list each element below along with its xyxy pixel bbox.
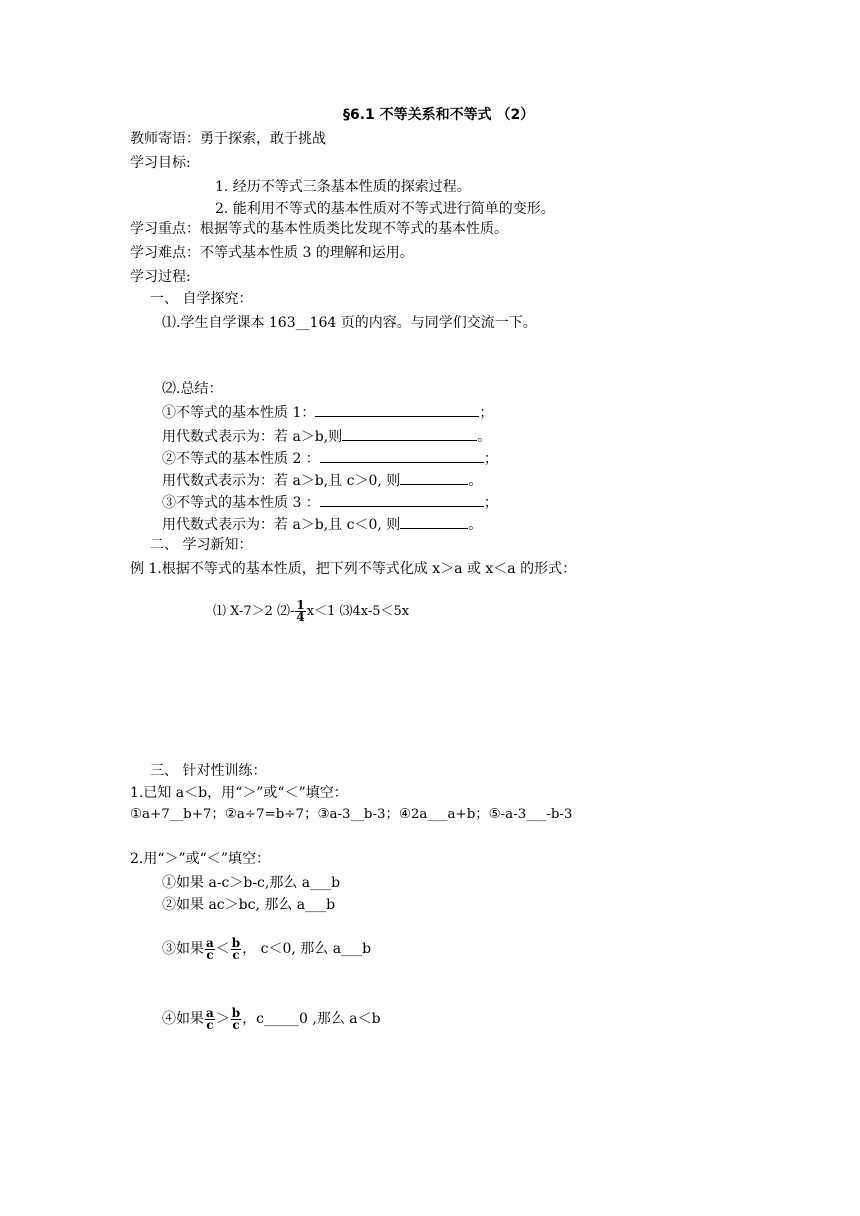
section2-heading: 二、 学习新知： bbox=[150, 537, 253, 553]
page-title: §6.1 不等关系和不等式 （2） bbox=[343, 107, 535, 123]
section3-heading: 三、 针对性训练： bbox=[150, 763, 267, 779]
property-2-algebra-blank[interactable] bbox=[400, 470, 468, 485]
property-3: ③不等式的基本性质 3 ： ； bbox=[162, 492, 498, 512]
a-over-c-fraction: $\frac{a}{c}$ bbox=[206, 935, 214, 962]
property-3-algebra-blank[interactable] bbox=[400, 514, 468, 529]
question-2-a: ①如果 a-c＞b-c,那么 a___b bbox=[162, 875, 341, 891]
difficulty: 学习难点：不等式基本性质 3 的理解和运用。 bbox=[130, 245, 414, 261]
property-2: ②不等式的基本性质 2 ： ； bbox=[162, 448, 498, 468]
question-2: 2.用“＞”或“＜”填空： bbox=[130, 851, 270, 867]
property-2-blank[interactable] bbox=[320, 448, 484, 463]
property-3-label: ③不等式的基本性质 3 ： bbox=[162, 495, 320, 511]
property-1-algebra: 用代数式表示为：若 a＞b,则 。 bbox=[162, 426, 491, 446]
property-3-algebra-label: 用代数式表示为：若 a＞b,且 c＜0, 则 bbox=[162, 517, 401, 533]
example-1: 例 1.根据不等式的基本性质，把下列不等式化成 x＞a 或 x＜a 的形式： bbox=[130, 561, 577, 577]
property-1-blank[interactable] bbox=[315, 402, 479, 417]
goal-item-2: 2. 能利用不等式的基本性质对不等式进行简单的变形。 bbox=[215, 201, 555, 217]
example-exercises: ⑴ X-7＞2 ⑵- $\frac{1}{4}$ x＜1 ⑶4x-5＜5x bbox=[213, 598, 410, 624]
goal-item-1: 1. 经历不等式三条基本性质的探索过程。 bbox=[215, 179, 471, 195]
summary-label: ⑵.总结： bbox=[162, 381, 223, 397]
property-1-algebra-label: 用代数式表示为：若 a＞b,则 bbox=[162, 429, 343, 445]
goals-heading: 学习目标: bbox=[130, 155, 191, 171]
self-study-item: ⑴.学生自学课本 163__164 页的内容。与同学们交流一下。 bbox=[162, 315, 537, 331]
property-1-algebra-blank[interactable] bbox=[342, 426, 477, 441]
question-2-c: ③如果 $\frac{a}{c}$ ＜ $\frac{b}{c}$ ， c＜0, 那么 a___b bbox=[162, 935, 372, 962]
b-over-c-fraction: $\frac{b}{c}$ bbox=[231, 1005, 241, 1032]
key-point: 学习重点：根据等式的基本性质类比发现不等式的基本性质。 bbox=[130, 221, 508, 237]
property-1: ①不等式的基本性质 1： ； bbox=[162, 402, 493, 422]
question-2-b: ②如果 ac＞bc, 那么 a___b bbox=[162, 897, 336, 913]
one-quarter-fraction: $\frac{1}{4}$ bbox=[296, 598, 305, 624]
property-2-label: ②不等式的基本性质 2 ： bbox=[162, 451, 320, 467]
property-2-algebra-label: 用代数式表示为：若 a＞b,且 c＞0, 则 bbox=[162, 473, 401, 489]
a-over-c-fraction: $\frac{a}{c}$ bbox=[206, 1005, 214, 1032]
question-1: 1.已知 a＜b，用“＞”或“＜”填空： bbox=[130, 785, 348, 801]
b-over-c-fraction: $\frac{b}{c}$ bbox=[231, 935, 241, 962]
section1-heading: 一、 自学探究： bbox=[150, 291, 253, 307]
property-3-algebra: 用代数式表示为：若 a＞b,且 c＜0, 则 。 bbox=[162, 514, 482, 534]
process-heading: 学习过程: bbox=[130, 269, 191, 285]
teacher-motto: 教师寄语：勇于探索，敢于挑战 bbox=[130, 131, 326, 147]
question-1-items: ①a+7__b+7；②a÷7=b÷7；③a-3__b-3；④2a___a+b；⑤-a-3___-b-3 bbox=[130, 807, 573, 822]
property-2-algebra: 用代数式表示为：若 a＞b,且 c＞0, 则 。 bbox=[162, 470, 482, 490]
question-2-d: ④如果 $\frac{a}{c}$ ＞ $\frac{b}{c}$ ，c_____0 ,那么 a＜b bbox=[162, 1005, 381, 1032]
property-3-blank[interactable] bbox=[320, 492, 484, 507]
property-1-label: ①不等式的基本性质 1： bbox=[162, 405, 316, 421]
